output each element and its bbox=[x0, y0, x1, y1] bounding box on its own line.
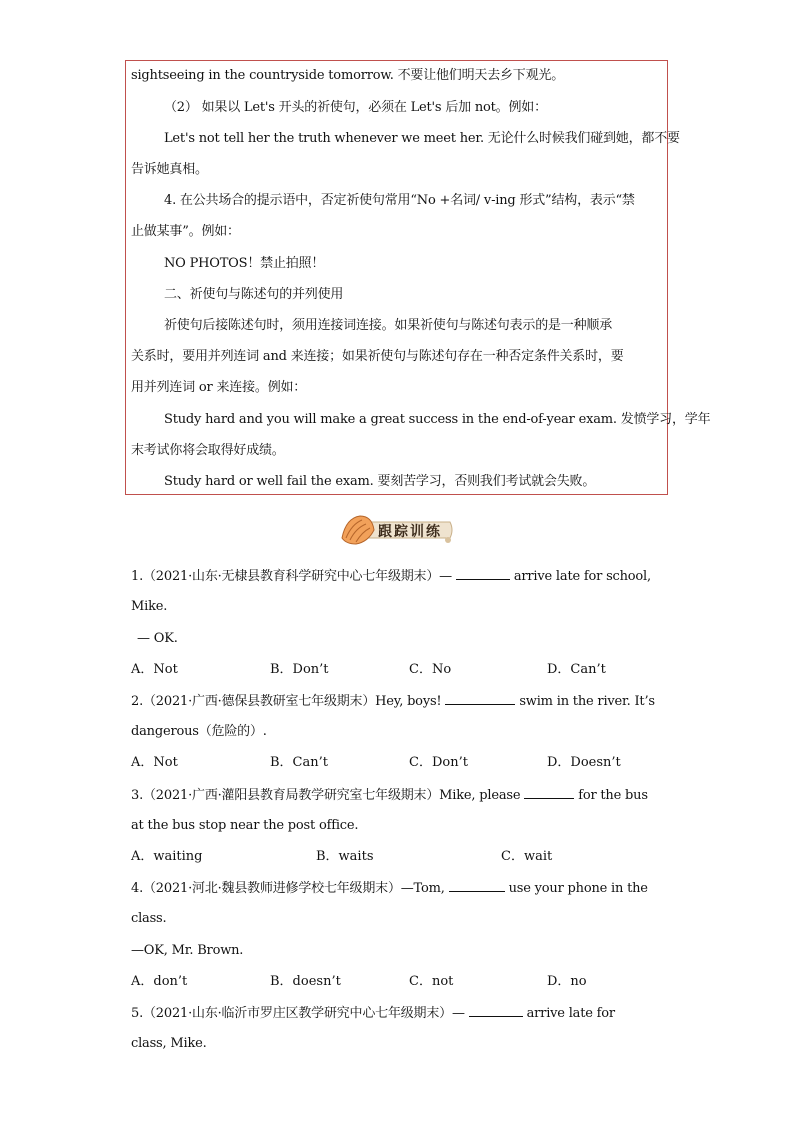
question-2: 2.（2021·广西·德保县教研室七年级期末）Hey, boys! swim in the river. It’s bbox=[131, 694, 655, 709]
option-c: C．No bbox=[409, 662, 452, 677]
option-d: D．Can’t bbox=[547, 662, 606, 677]
question-4-cont: class. bbox=[131, 911, 167, 926]
answer-blank bbox=[445, 692, 515, 705]
note-line: Study hard and you will make a great success in the end-of-year exam. 发愤学习，学年 bbox=[164, 412, 711, 427]
option-b: B．waits bbox=[316, 849, 374, 864]
option-a: A．Not bbox=[131, 662, 178, 677]
option-d: D．Doesn’t bbox=[547, 755, 621, 770]
note-line: Study hard or well fail the exam. 要刻苦学习，否则我们考试就会失败。 bbox=[164, 474, 596, 489]
question-3-cont: at the bus stop near the post office. bbox=[131, 818, 359, 833]
option-a: A．don’t bbox=[131, 974, 188, 989]
question-5: 5.（2021·山东·临沂市罗庄区教学研究中心七年级期末）— arrive late for bbox=[131, 1006, 615, 1021]
note-heading: 二、祈使句与陈述句的并列使用 bbox=[164, 287, 344, 302]
question-1: 1.（2021·山东·无棣县教育科学研究中心七年级期末）— arrive late for school, bbox=[131, 569, 651, 584]
grammar-note-box bbox=[125, 60, 668, 495]
question-1-reply: — OK. bbox=[137, 631, 178, 646]
section-title: 跟踪训练 bbox=[378, 524, 442, 540]
note-line: 4. 在公共场合的提示语中，否定祈使句常用“No +名词/ v-ing 形式”结构，表示“禁 bbox=[164, 193, 635, 208]
question-4: 4.（2021·河北·魏县教师进修学校七年级期末）—Tom, use your phone in the bbox=[131, 881, 648, 896]
question-5-cont: class, Mike. bbox=[131, 1036, 207, 1051]
note-line: 关系时，要用并列连词 and 来连接；如果祈使句与陈述句存在一种否定条件关系时，要 bbox=[131, 349, 624, 364]
note-line: 止做某事”。例如： bbox=[131, 224, 240, 239]
note-line: sightseeing in the countryside tomorrow. 不要让他们明天去乡下观光。 bbox=[131, 68, 564, 83]
option-a: A．Not bbox=[131, 755, 178, 770]
question-1-cont: Mike. bbox=[131, 599, 168, 614]
note-line: Let's not tell her the truth whenever we meet her. 无论什么时候我们碰到她，都不要 bbox=[164, 131, 680, 146]
option-b: B．doesn’t bbox=[270, 974, 341, 989]
answer-blank bbox=[456, 567, 510, 580]
note-line: 末考试你将会取得好成绩。 bbox=[131, 443, 285, 458]
question-4-reply: —OK, Mr. Brown. bbox=[131, 943, 244, 958]
option-b: B．Don’t bbox=[270, 662, 329, 677]
answer-blank bbox=[524, 786, 574, 799]
option-d: D．no bbox=[547, 974, 587, 989]
option-c: C．wait bbox=[501, 849, 553, 864]
option-b: B．Can’t bbox=[270, 755, 328, 770]
note-line: 用并列连词 or 来连接。例如： bbox=[131, 380, 307, 395]
note-line: 祈使句后接陈述句时，须用连接词连接。如果祈使句与陈述句表示的是一种顺承 bbox=[164, 318, 613, 333]
question-3: 3.（2021·广西·灌阳县教育局教学研究室七年级期末）Mike, please for the bus bbox=[131, 788, 648, 803]
option-a: A．waiting bbox=[131, 849, 203, 864]
note-line: 告诉她真相。 bbox=[131, 162, 208, 177]
note-line: NO PHOTOS！禁止拍照！ bbox=[164, 256, 325, 271]
note-line: （2） 如果以 Let's 开头的祈使句，必须在 Let's 后加 not。例如： bbox=[164, 100, 547, 115]
answer-blank bbox=[449, 879, 505, 892]
question-2-cont: dangerous（危险的）. bbox=[131, 724, 267, 739]
option-c: C．not bbox=[409, 974, 454, 989]
option-c: C．Don’t bbox=[409, 755, 468, 770]
answer-blank bbox=[469, 1004, 523, 1017]
